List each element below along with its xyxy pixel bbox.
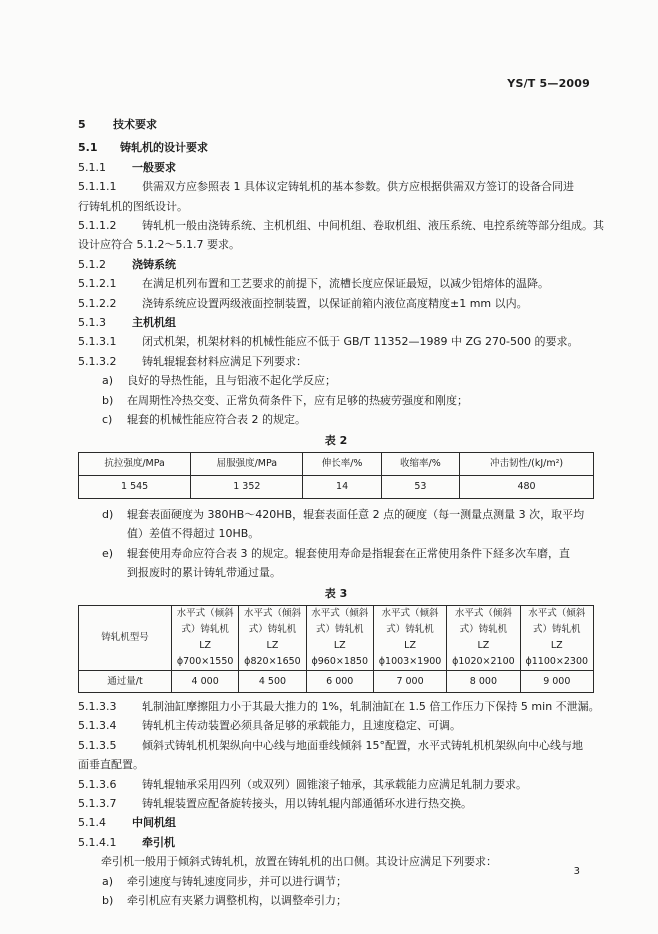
- table-2-header: 抗拉强度/MPa: [79, 452, 191, 475]
- list-item-e: e) 辊套使用寿命应符合表 3 的规定。辊套使用寿命是指辊套在正常使用条件下経多次车磨，直: [102, 546, 570, 560]
- table-2-header: 屈服强度/MPa: [191, 452, 303, 475]
- clause-5-1-3-2: 5.1.3.2 铸轧辊辊套材料应满足下列要求：: [78, 354, 307, 368]
- table-2-header-row: [79, 452, 594, 475]
- document-body: [78, 115, 604, 910]
- table-3-cell: 7 000: [373, 670, 446, 692]
- table-2-header: 伸长率/%: [303, 452, 381, 475]
- table-3-cell: 4 000: [172, 670, 239, 692]
- clause-5-1-4-1-paragraph: 牵引机一般用于倾斜式铸轧机，放置在铸轧机的出口侧。其设计应满足下列要求：: [101, 855, 497, 869]
- clause-5-1-3-7: 5.1.3.7 铸轧辊装置应配备旋转接头，用以铸轧辊内部通循环水进行热交换。: [78, 796, 472, 810]
- section-5-1-3-heading: 5.1.3 主机机组: [78, 316, 176, 330]
- list-item-a: a) 牵引速度与铸轧速度同步，并可以进行调节；: [102, 874, 347, 888]
- clause-5-1-3-5: 5.1.3.5 倾斜式铸轧机机架纵向中心线与地面垂线倾斜 15°配置，水平式铸轧机机架纵向中心线与地: [78, 738, 583, 752]
- clause-5-1-3-6: 5.1.3.6 铸轧辊轴承采用四列（或双列）圆锥滚子轴承，其承载能力应满足轧制力要求。: [78, 777, 527, 791]
- table-2-cell: 480: [460, 475, 594, 498]
- table-2-header: 冲击韧性/(kJ/m²): [460, 452, 594, 475]
- table-3-caption: 表 3: [324, 586, 348, 600]
- section-5-1-2-heading: 5.1.2 浇铸系统: [78, 257, 176, 271]
- list-item-b: b) 牵引机应有夹紧力调整机构，以调整牵引力；: [102, 894, 347, 907]
- clause-5-1-2-2: 5.1.2.2 浇铸系统应设置两级液面控制装置，以保证前箱内液位高度精度±1 mm 以内。: [78, 296, 528, 310]
- clause-5-1-3-5-cont: 面垂直配置。: [78, 758, 144, 772]
- table-2-row: [79, 475, 594, 498]
- table-3-model-cell: 水平式（倾斜 式）铸轧机 LZ ϕ1100×2300: [520, 605, 593, 670]
- table-2-cell: 14: [303, 475, 381, 498]
- clause-5-1-1-2-cont: 设计应符合 5.1.2～5.1.7 要求。: [78, 238, 240, 252]
- section-5-heading: 5 技术要求: [78, 118, 157, 131]
- table-2-cell: 1 352: [191, 475, 303, 498]
- table-3-cell: 4 500: [239, 670, 306, 692]
- table-2-caption: 表 2: [324, 433, 348, 447]
- table-2-cell: 53: [381, 475, 459, 498]
- clause-5-1-3-1: 5.1.3.1 闭式机架，机架材料的机械性能应不低于 GB/T 11352—1989 中 ZG 270-500 的要求。: [78, 335, 579, 349]
- standard-number: YS/T 5—2009: [507, 77, 590, 90]
- table-3-model-cell: 水平式（倾斜 式）铸轧机 LZ ϕ1003×1900: [373, 605, 446, 670]
- list-item-e-cont: 到报废时的累计铸轧带通过量。: [127, 566, 281, 580]
- table-3-model-cell: 水平式（倾斜 式）铸轧机 LZ ϕ960×1850: [306, 605, 373, 670]
- clause-5-1-1-1-cont: 行铸轧机的图纸设计。: [78, 199, 188, 213]
- list-item-d: d) 辊套表面硬度为 380HB～420HB，辊套表面任意 2 点的硬度（每一测量点测量 3 次，取平均: [102, 507, 585, 521]
- list-item-b: b) 在周期性冷热交变、正常负荷条件下，应有足够的热疲劳强度和刚度；: [102, 393, 468, 407]
- section-5-1-4-1-heading: 5.1.4.1 牵引机: [78, 835, 175, 849]
- table-3-model-cell: 水平式（倾斜 式）铸轧机 LZ ϕ1020×2100: [447, 605, 520, 670]
- page-number: 3: [573, 866, 580, 877]
- list-item-a: a) 良好的导热性能，且与铝液不起化学反应；: [102, 374, 336, 388]
- clause-5-1-1-2: 5.1.1.2 铸轧机一般由浇铸系统、主机机组、中间机组、卷取机组、液压系统、电控系统等部分组成。其: [78, 219, 604, 233]
- table-3-model-row: [79, 605, 594, 670]
- table-3-model-cell: 水平式（倾斜 式）铸轧机 LZ ϕ820×1650: [239, 605, 306, 670]
- table-3-row-header: 铸轧机型号: [79, 605, 172, 670]
- table-3-row-header: 通过量/t: [79, 670, 172, 692]
- section-5-1-4-heading: 5.1.4 中间机组: [78, 816, 176, 830]
- section-5-1-heading: 5.1 铸轧机的设计要求: [78, 141, 208, 155]
- list-item-c: c) 辊套的机械性能应符合表 2 的规定。: [102, 413, 306, 427]
- table-3: [78, 605, 594, 693]
- table-2: [78, 452, 594, 499]
- list-item-d-cont: 值）差值不得超过 10HB。: [127, 527, 260, 541]
- clause-5-1-3-3: 5.1.3.3 轧制油缸摩擦阻力小于其最大推力的 1%，轧制油缸在 1.5 倍工作压力下保持 5 min 不泄漏。: [78, 699, 600, 713]
- table-2-header: 收缩率/%: [381, 452, 459, 475]
- table-3-cell: 8 000: [447, 670, 520, 692]
- table-3-model-cell: 水平式（倾斜 式）铸轧机 LZ ϕ700×1550: [172, 605, 239, 670]
- section-5-1-1-heading: 5.1.1 一般要求: [78, 160, 176, 174]
- table-3-throughput-row: [79, 670, 594, 692]
- table-3-cell: 9 000: [520, 670, 593, 692]
- table-2-cell: 1 545: [79, 475, 191, 498]
- clause-5-1-1-1: 5.1.1.1 供需双方应参照表 1 具体议定铸轧机的基本参数。供方应根据供需双方签订的设备合同进: [78, 180, 574, 194]
- table-3-cell: 6 000: [306, 670, 373, 692]
- clause-5-1-2-1: 5.1.2.1 在满足机列布置和工艺要求的前提下，流槽长度应保证最短，以减少铝熔体的温降。: [78, 277, 549, 291]
- clause-5-1-3-4: 5.1.3.4 铸轧机主传动装置必须具备足够的承载能力，且速度稳定、可调。: [78, 719, 461, 733]
